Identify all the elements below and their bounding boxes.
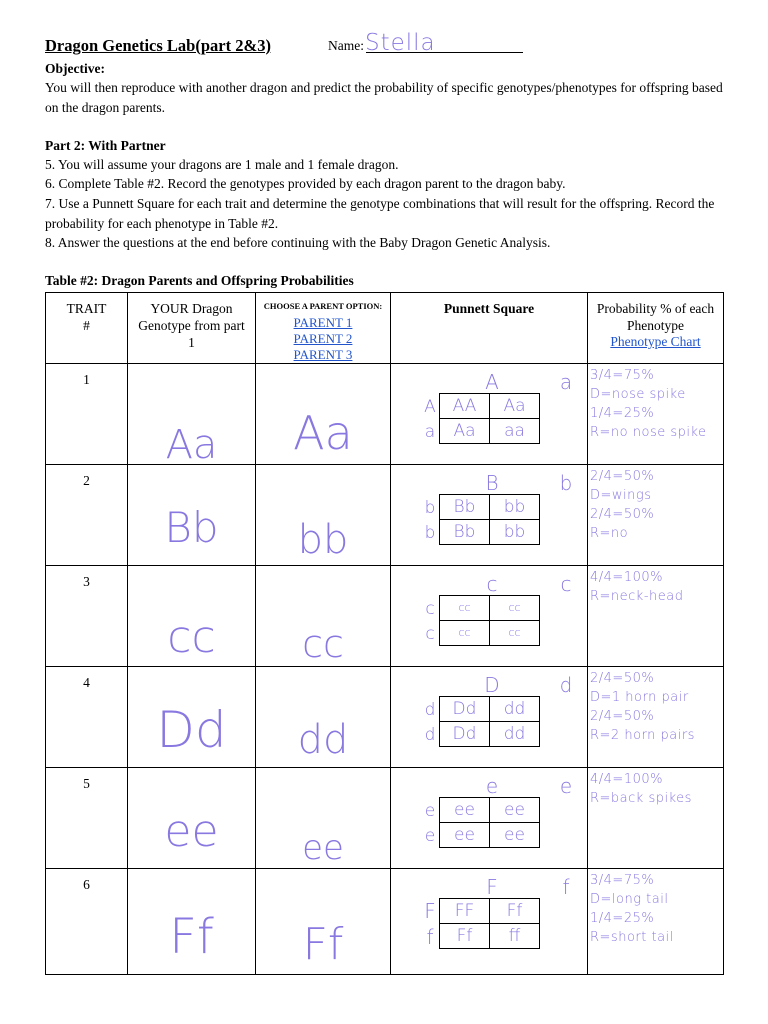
table-row xyxy=(46,566,724,667)
probability-cell[interactable] xyxy=(588,667,724,768)
punnett-grid xyxy=(439,494,540,545)
your-genotype-cell[interactable] xyxy=(128,768,256,869)
header-parent-option xyxy=(256,293,391,364)
punnett-top-allele: F xyxy=(486,875,498,899)
punnett-square xyxy=(391,465,587,565)
your-genotype-cell[interactable] xyxy=(128,364,256,468)
parent-1-link[interactable]: PARENT 1 xyxy=(293,315,353,330)
punnett-side-allele: A xyxy=(424,397,436,417)
table-body xyxy=(46,364,724,975)
punnett-top-allele: A xyxy=(485,370,499,394)
parent-genotype-value: Aa xyxy=(293,406,353,460)
trait-number: 3 xyxy=(46,566,128,667)
punnett-box: aa xyxy=(490,419,540,444)
parent-3-link[interactable]: PARENT 3 xyxy=(293,347,353,362)
punnett-top-allele: e xyxy=(559,774,573,798)
punnett-top-allele: a xyxy=(559,370,573,394)
punnett-box: Bb xyxy=(440,495,490,520)
table-row xyxy=(46,465,724,566)
punnett-side-allele: f xyxy=(426,925,434,949)
name-field[interactable]: Stella xyxy=(365,30,436,56)
table-row xyxy=(46,667,724,768)
punnett-square xyxy=(391,667,587,767)
punnett-box: Aa xyxy=(490,394,540,419)
probability-notes: 4/4=100% R=back spikes xyxy=(590,772,692,806)
punnett-grid xyxy=(439,696,540,747)
parent-genotype-cell[interactable] xyxy=(256,869,391,975)
punnett-cell[interactable] xyxy=(391,364,588,465)
parent-genotype-cell[interactable] xyxy=(256,667,391,768)
punnett-box: cc xyxy=(440,621,490,646)
punnett-square xyxy=(391,364,587,464)
probability-cell[interactable] xyxy=(588,768,724,869)
punnett-top-allele: e xyxy=(485,774,499,798)
trait-number: 1 xyxy=(46,364,128,465)
trait-number: 4 xyxy=(46,667,128,768)
punnett-box: Ff xyxy=(490,899,540,924)
punnett-top-allele: B xyxy=(485,471,499,495)
table-row xyxy=(46,768,724,869)
table-row xyxy=(46,869,724,975)
your-genotype-value: Dd xyxy=(156,701,227,759)
punnett-cell[interactable] xyxy=(391,768,588,869)
punnett-top-allele: c xyxy=(486,572,498,596)
punnett-box: ee xyxy=(440,823,490,848)
parent-option-label: CHOOSE A PARENT OPTION: xyxy=(263,301,383,311)
punnett-top-allele: f xyxy=(562,875,570,899)
step-8: 8. Answer the questions at the end before continuing with the Baby Dragon Genetic Analysis. xyxy=(45,235,551,250)
punnett-grid xyxy=(439,595,540,646)
objective-text: You will then reproduce with another dragon and predict the probability of specific genotypes/phenotypes for offspring based on the dragon parents. xyxy=(45,80,723,115)
probability-cell[interactable] xyxy=(588,364,724,465)
punnett-side-allele: b xyxy=(424,523,436,543)
punnett-box: dd xyxy=(490,722,540,747)
your-genotype-cell[interactable] xyxy=(128,667,256,768)
punnett-top-allele: c xyxy=(560,572,572,596)
probability-notes: 3/4=75% D=nose spike 1/4=25% R=no nose spike xyxy=(590,368,707,440)
punnett-cell[interactable] xyxy=(391,465,588,566)
punnett-cell[interactable] xyxy=(391,869,588,975)
punnett-box: ff xyxy=(490,924,540,949)
page-title: Dragon Genetics Lab(part 2&3) xyxy=(45,36,271,55)
punnett-cell[interactable] xyxy=(391,667,588,768)
parent-genotype-value: Ff xyxy=(302,919,344,970)
punnett-top-allele: d xyxy=(559,673,573,697)
punnett-side-allele: a xyxy=(424,422,436,442)
punnett-box: Dd xyxy=(440,722,490,747)
punnett-box: FF xyxy=(440,899,490,924)
parent-genotype-value: bb xyxy=(297,517,349,563)
probability-notes: 4/4=100% R=neck-head xyxy=(590,570,684,604)
punnett-side-allele: c xyxy=(425,624,435,644)
name-label: Name: xyxy=(328,38,364,53)
table-row xyxy=(46,364,724,465)
probability-cell[interactable] xyxy=(588,869,724,975)
punnett-box: cc xyxy=(490,596,540,621)
genetics-table xyxy=(45,292,724,975)
punnett-side-allele: c xyxy=(425,599,435,619)
punnett-box: Ff xyxy=(440,924,490,949)
punnett-box: AA xyxy=(440,394,490,419)
step-7: 7. Use a Punnett Square for each trait and determine the genotype combinations that will result for the offspring. Record the probability for each phenotype in Table #2. xyxy=(45,196,715,231)
punnett-cell[interactable] xyxy=(391,566,588,667)
punnett-top-allele: D xyxy=(484,673,500,697)
punnett-box: Aa xyxy=(440,419,490,444)
punnett-box: dd xyxy=(490,697,540,722)
your-genotype-value: cc xyxy=(167,612,216,663)
punnett-side-allele: e xyxy=(424,826,436,846)
probability-notes: 3/4=75% D=long tail 1/4=25% R=short tail xyxy=(590,873,674,945)
punnett-grid xyxy=(439,898,540,949)
punnett-box: ee xyxy=(490,798,540,823)
punnett-box: cc xyxy=(490,621,540,646)
your-genotype-cell[interactable] xyxy=(128,566,256,667)
your-genotype-cell[interactable] xyxy=(128,465,256,566)
parent-genotype-cell[interactable] xyxy=(256,768,391,869)
punnett-side-allele: d xyxy=(424,725,436,745)
probability-notes: 2/4=50% D=wings 2/4=50% R=no xyxy=(590,469,655,541)
parent-genotype-value: dd xyxy=(297,717,349,763)
your-genotype-value: Bb xyxy=(164,503,219,552)
probability-cell[interactable] xyxy=(588,566,724,667)
parent-genotype-cell[interactable] xyxy=(256,364,391,465)
header-trait: TRAIT # xyxy=(46,293,128,364)
table-caption: Table #2: Dragon Parents and Offspring Probabilities xyxy=(45,273,354,288)
punnett-side-allele: d xyxy=(424,700,436,720)
phenotype-chart-link[interactable]: Phenotype Chart xyxy=(610,334,701,349)
probability-notes: 2/4=50% D=1 horn pair 2/4=50% R=2 horn pairs xyxy=(590,671,695,743)
punnett-grid xyxy=(439,797,540,848)
punnett-box: Bb xyxy=(440,520,490,545)
punnett-square xyxy=(391,869,587,969)
trait-number: 2 xyxy=(46,465,128,566)
punnett-square xyxy=(391,768,587,868)
punnett-box: Dd xyxy=(440,697,490,722)
punnett-side-allele: F xyxy=(424,899,436,923)
punnett-side-allele: b xyxy=(424,498,436,518)
part2-heading: Part 2: With Partner xyxy=(45,138,166,153)
title-row xyxy=(45,30,725,58)
parent-genotype-cell[interactable] xyxy=(256,465,391,566)
step-5: 5. You will assume your dragons are 1 male and 1 female dragon. xyxy=(45,157,399,172)
punnett-square xyxy=(391,566,587,666)
trait-number: 5 xyxy=(46,768,128,869)
your-genotype-value: Aa xyxy=(165,422,218,468)
trait-number: 6 xyxy=(46,869,128,975)
punnett-top-allele: b xyxy=(559,471,573,495)
punnett-box: bb xyxy=(490,495,540,520)
punnett-box: ee xyxy=(440,798,490,823)
your-genotype-cell[interactable] xyxy=(128,869,256,975)
punnett-side-allele: e xyxy=(424,801,436,821)
parent-2-link[interactable]: PARENT 2 xyxy=(293,331,353,346)
punnett-box: cc xyxy=(440,596,490,621)
probability-cell[interactable] xyxy=(588,465,724,566)
header-probability: Probability % of each Phenotype Phenotype Chart xyxy=(588,293,724,364)
objective-heading: Objective: xyxy=(45,61,105,76)
parent-genotype-value: cc xyxy=(302,622,344,666)
punnett-grid xyxy=(439,393,540,444)
header-punnett: Punnett Square xyxy=(391,293,588,364)
header-your-genotype: YOUR Dragon Genotype from part 1 xyxy=(128,293,256,364)
parent-genotype-cell[interactable] xyxy=(256,566,391,667)
punnett-box: bb xyxy=(490,520,540,545)
step-6: 6. Complete Table #2. Record the genotypes provided by each dragon parent to the dragon baby. xyxy=(45,176,566,191)
your-genotype-value: Ff xyxy=(169,909,214,965)
punnett-box: ee xyxy=(490,823,540,848)
parent-genotype-value: ee xyxy=(302,828,344,868)
your-genotype-value: ee xyxy=(164,806,219,857)
